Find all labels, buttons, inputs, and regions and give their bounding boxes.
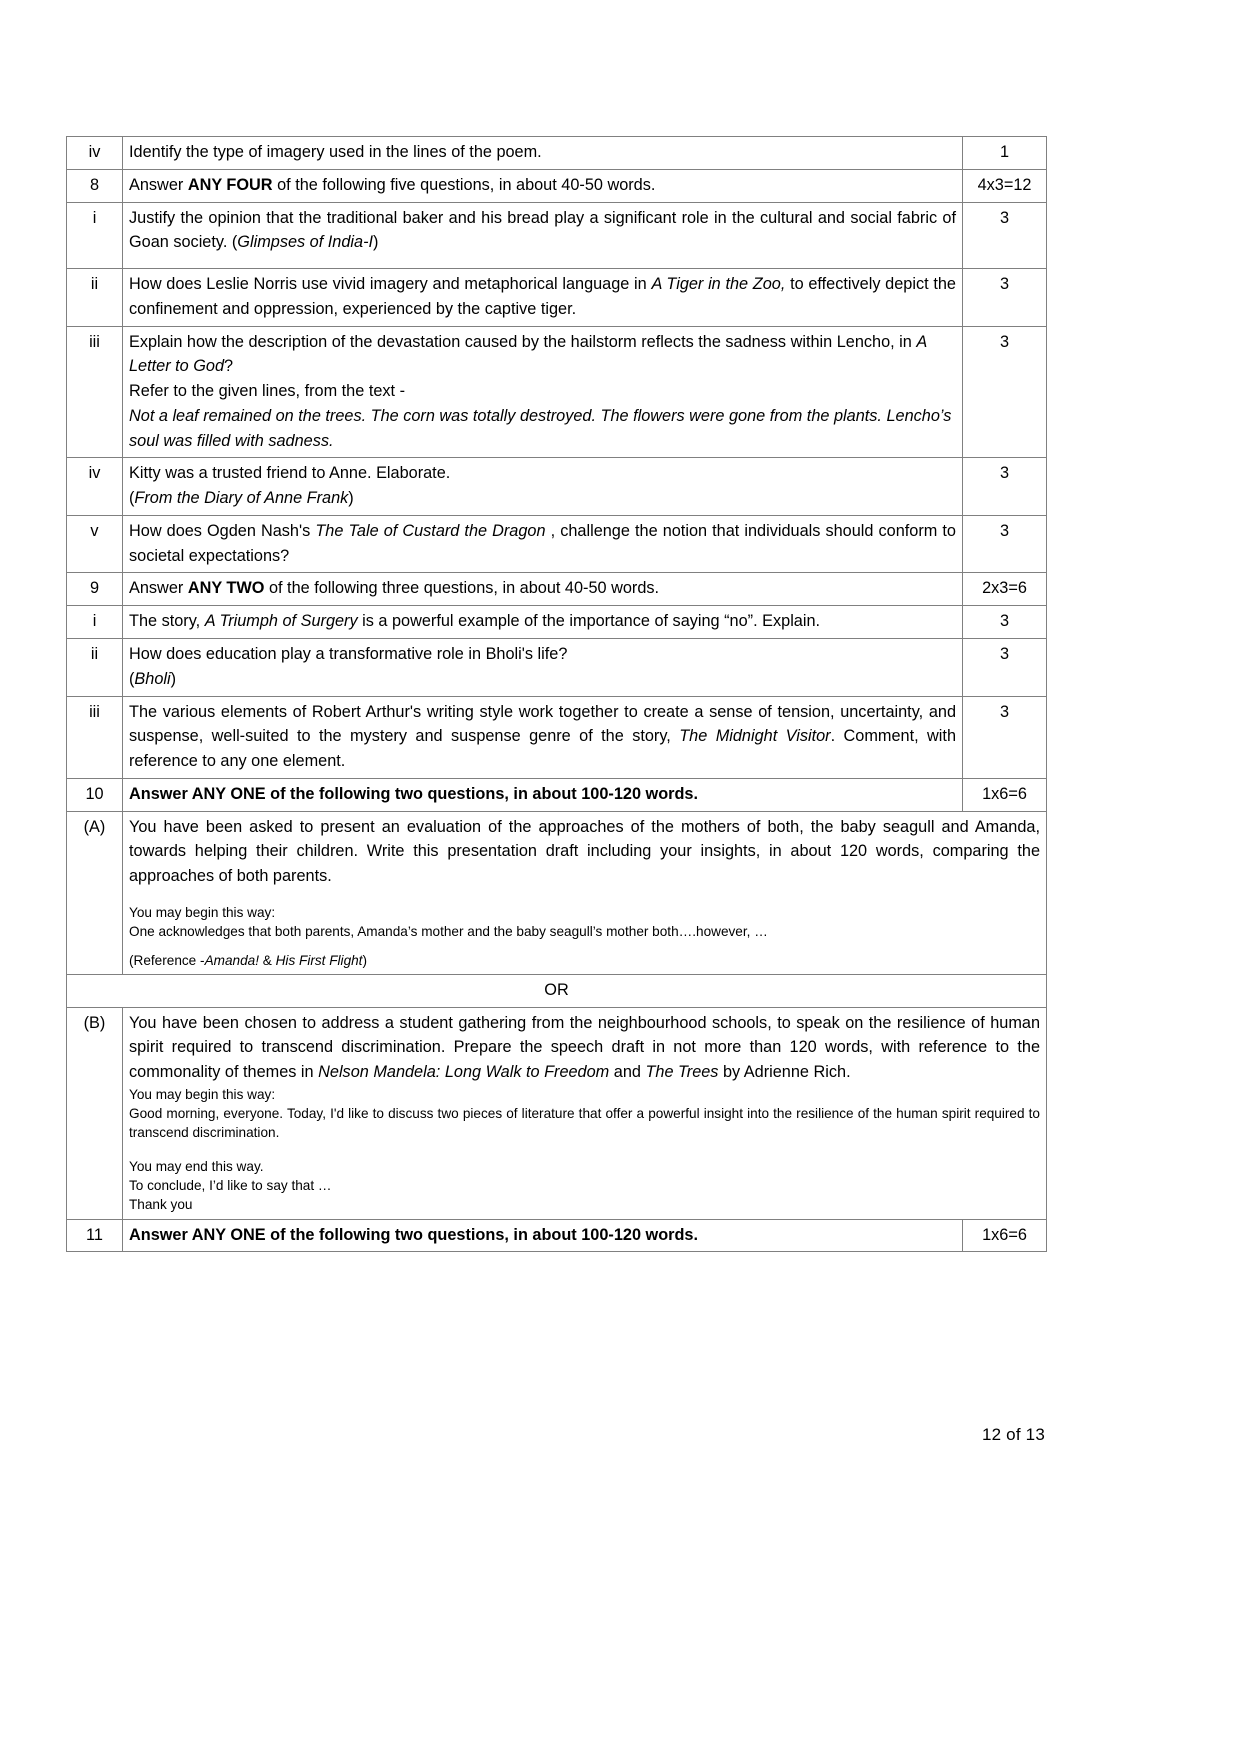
- table-row: [67, 326, 1047, 458]
- option-b-paragraph: [129, 1011, 1040, 1085]
- table-row: [67, 269, 1047, 327]
- work-title: Glimpses of India-I: [237, 233, 374, 252]
- option-a-begin-text: One acknowledges that both parents, Amanda’s mother and the baby seagull’s mother both….however, …: [129, 924, 768, 940]
- source-close: ): [348, 489, 354, 508]
- question-line: Identify the type of imagery used in the lines of the poem.: [129, 143, 542, 161]
- source-close: ): [170, 669, 177, 688]
- question-line: Explain how the description of the devastation caused by the hailstorm reflects the sadness within Lencho, in: [129, 332, 917, 351]
- page-number: 12 of 13: [981, 1425, 1045, 1444]
- question-text: [123, 515, 963, 573]
- question-number: iii: [89, 332, 100, 351]
- question-line: The various elements of Robert Arthur's writing style work together to create a sense of tension, uncertainty, and suspense, well-suited to the mystery and suspense genre of the story,: [129, 702, 956, 746]
- source-open: (: [129, 669, 135, 688]
- question-marks: 3: [963, 515, 1047, 573]
- table-row-option-a: [67, 811, 1047, 974]
- question-text: [123, 1219, 963, 1252]
- question-marks: 1x6=6: [963, 778, 1047, 811]
- question-marks: 3: [963, 606, 1047, 639]
- question-number: iv: [67, 458, 123, 516]
- option-a-reference: [129, 951, 1040, 970]
- reference-mid: &: [258, 952, 276, 968]
- work-title: Bholi: [134, 669, 171, 688]
- reference-prefix: (Reference -: [129, 952, 205, 968]
- option-a-label: (A): [67, 811, 123, 974]
- option-b-end-text: To conclude, I’d like to say that …: [129, 1178, 332, 1194]
- reference-suffix: ): [362, 952, 367, 968]
- question-marks: 2x3=6: [963, 573, 1047, 606]
- refer-line: Refer to the given lines, from the text -: [129, 382, 406, 401]
- instruction-bold: Answer ANY ONE of the following two questions, in about 100-120 words.: [129, 784, 699, 803]
- question-number: 10: [67, 778, 123, 811]
- question-number: i: [67, 606, 123, 639]
- question-line-end: ): [373, 233, 379, 252]
- question-line-end: . Comment, with reference to any one element.: [129, 727, 956, 771]
- table-row: [67, 137, 1047, 170]
- instruction-suffix: of the following five questions, in about 40-50 words.: [272, 175, 656, 194]
- question-number: 8: [67, 169, 123, 202]
- question-text: [123, 458, 963, 516]
- instruction-bold: Answer ANY ONE of the following two questions, in about 100-120 words.: [129, 1225, 699, 1244]
- question-line-end: , challenge the notion that individuals should conform to societal expectations?: [129, 521, 956, 565]
- table-row: [67, 696, 1047, 778]
- instruction-emphasis: ANY TWO: [187, 579, 265, 598]
- question-line: The story,: [129, 612, 205, 631]
- question-line: How does Leslie Norris use vivid imagery and metaphorical language in: [129, 275, 652, 294]
- question-marks: 3: [963, 202, 1047, 269]
- question-number-cell: [67, 326, 123, 458]
- work-title: A Triumph of Surgery: [204, 612, 363, 631]
- question-number: ii: [67, 269, 123, 327]
- reference-title-2: His First Flight: [275, 952, 363, 968]
- table-row: [67, 573, 1047, 606]
- quoted-extract: Not a leaf remained on the trees. The corn was totally destroyed. The flowers were gone from the plants. Lencho’s soul was filled with sadness.: [129, 406, 952, 450]
- question-text: [123, 696, 963, 778]
- option-b-run-3: and: [609, 1063, 646, 1082]
- question-number: 11: [67, 1219, 123, 1252]
- table-row: [67, 639, 1047, 697]
- table-row: [67, 515, 1047, 573]
- table-row-or-divider: [67, 974, 1047, 1007]
- question-marks: 3: [963, 269, 1047, 327]
- work-title: Nelson Mandela: Long Walk to Freedom: [318, 1063, 610, 1082]
- question-line-end: ?: [224, 357, 234, 376]
- question-text: [123, 778, 963, 811]
- work-title: The Tale of Custard the Dragon: [315, 521, 551, 540]
- table-row: [67, 606, 1047, 639]
- work-title: A Tiger in the Zoo,: [651, 275, 786, 294]
- question-marks: 3: [963, 458, 1047, 516]
- option-a-begin-label: You may begin this way:: [129, 904, 276, 920]
- table-row: [67, 169, 1047, 202]
- question-text: [123, 202, 963, 269]
- instruction-prefix: Answer: [129, 175, 188, 194]
- option-a-text: [123, 811, 1047, 974]
- table-row: [67, 202, 1047, 269]
- question-line-end: is a powerful example of the importance of saying “no”. Explain.: [362, 612, 821, 631]
- question-text: [123, 573, 963, 606]
- work-title: A Letter to God: [129, 332, 927, 376]
- question-line: Justify the opinion that the traditional baker and his bread play a significant role in the cultural and social fabric of Goan society. (: [129, 208, 956, 252]
- question-number: 9: [67, 573, 123, 606]
- question-number: ii: [67, 639, 123, 697]
- table-body: [67, 137, 1047, 1252]
- option-b-run-5: by Adrienne Rich.: [718, 1063, 851, 1082]
- question-number: v: [67, 515, 123, 573]
- option-b-end-label: You may end this way.: [129, 1158, 264, 1174]
- option-a-paragraph: You have been asked to present an evaluation of the approaches of the mothers of both, the baby seagull and Amanda, towards helping their children. Write this presentation draft including your insights, in about 120 words, comparing the approaches of both parents.: [129, 817, 1040, 886]
- work-title: From the Diary of Anne Frank: [134, 489, 349, 508]
- instruction-suffix: of the following three questions, in about 40-50 words.: [264, 579, 660, 598]
- table-row: [67, 458, 1047, 516]
- question-line: How does education play a transformative role in Bholi's life?: [129, 645, 568, 664]
- question-marks: 4x3=12: [963, 169, 1047, 202]
- question-line: Kitty was a trusted friend to Anne. Elaborate.: [129, 464, 451, 483]
- question-marks: 1: [963, 137, 1047, 170]
- instruction-prefix: Answer: [129, 579, 188, 598]
- table-row: [67, 778, 1047, 811]
- question-line-end: to effectively depict the confinement and oppression, experienced by the captive tiger.: [129, 275, 956, 318]
- question-marks: 1x6=6: [963, 1219, 1047, 1252]
- option-b-label: (B): [67, 1007, 123, 1219]
- question-number: i: [67, 202, 123, 269]
- or-divider: OR: [67, 974, 1047, 1007]
- question-text: [123, 326, 963, 458]
- work-title: The Trees: [645, 1063, 719, 1082]
- source-open: (: [129, 489, 135, 508]
- question-number: iv: [67, 137, 123, 170]
- question-text: [123, 639, 963, 697]
- question-text: [123, 169, 963, 202]
- question-text: [123, 269, 963, 327]
- reference-title-1: Amanda!: [204, 952, 259, 968]
- question-number: iii: [67, 696, 123, 778]
- question-text: [123, 606, 963, 639]
- question-paper-table: [66, 136, 1047, 1252]
- option-b-run-1: You have been chosen to address a student gathering from the neighbourhood schools, to speak on the resilience of human spirit required to transcend discrimination. Prepare the speech draft in not more than 120 words, with reference to the commonality of themes in: [129, 1013, 1040, 1082]
- instruction-emphasis: ANY FOUR: [187, 175, 273, 194]
- work-title: The Midnight Visitor: [679, 727, 831, 746]
- table-row: [67, 1219, 1047, 1252]
- question-text: [123, 137, 963, 170]
- question-marks: 3: [963, 639, 1047, 697]
- option-b-thanks: Thank you: [129, 1197, 193, 1213]
- option-b-begin-text: Good morning, everyone. Today, I'd like to discuss two pieces of literature that offer a powerful insight into the resilience of the human spirit required to transcend discrimination.: [129, 1106, 1040, 1141]
- table-row-option-b: [67, 1007, 1047, 1219]
- option-b-text: [123, 1007, 1047, 1219]
- question-marks: 3: [963, 696, 1047, 778]
- question-marks: 3: [963, 326, 1047, 458]
- question-line: How does Ogden Nash's: [129, 521, 316, 540]
- option-b-begin-label: You may begin this way:: [129, 1086, 276, 1102]
